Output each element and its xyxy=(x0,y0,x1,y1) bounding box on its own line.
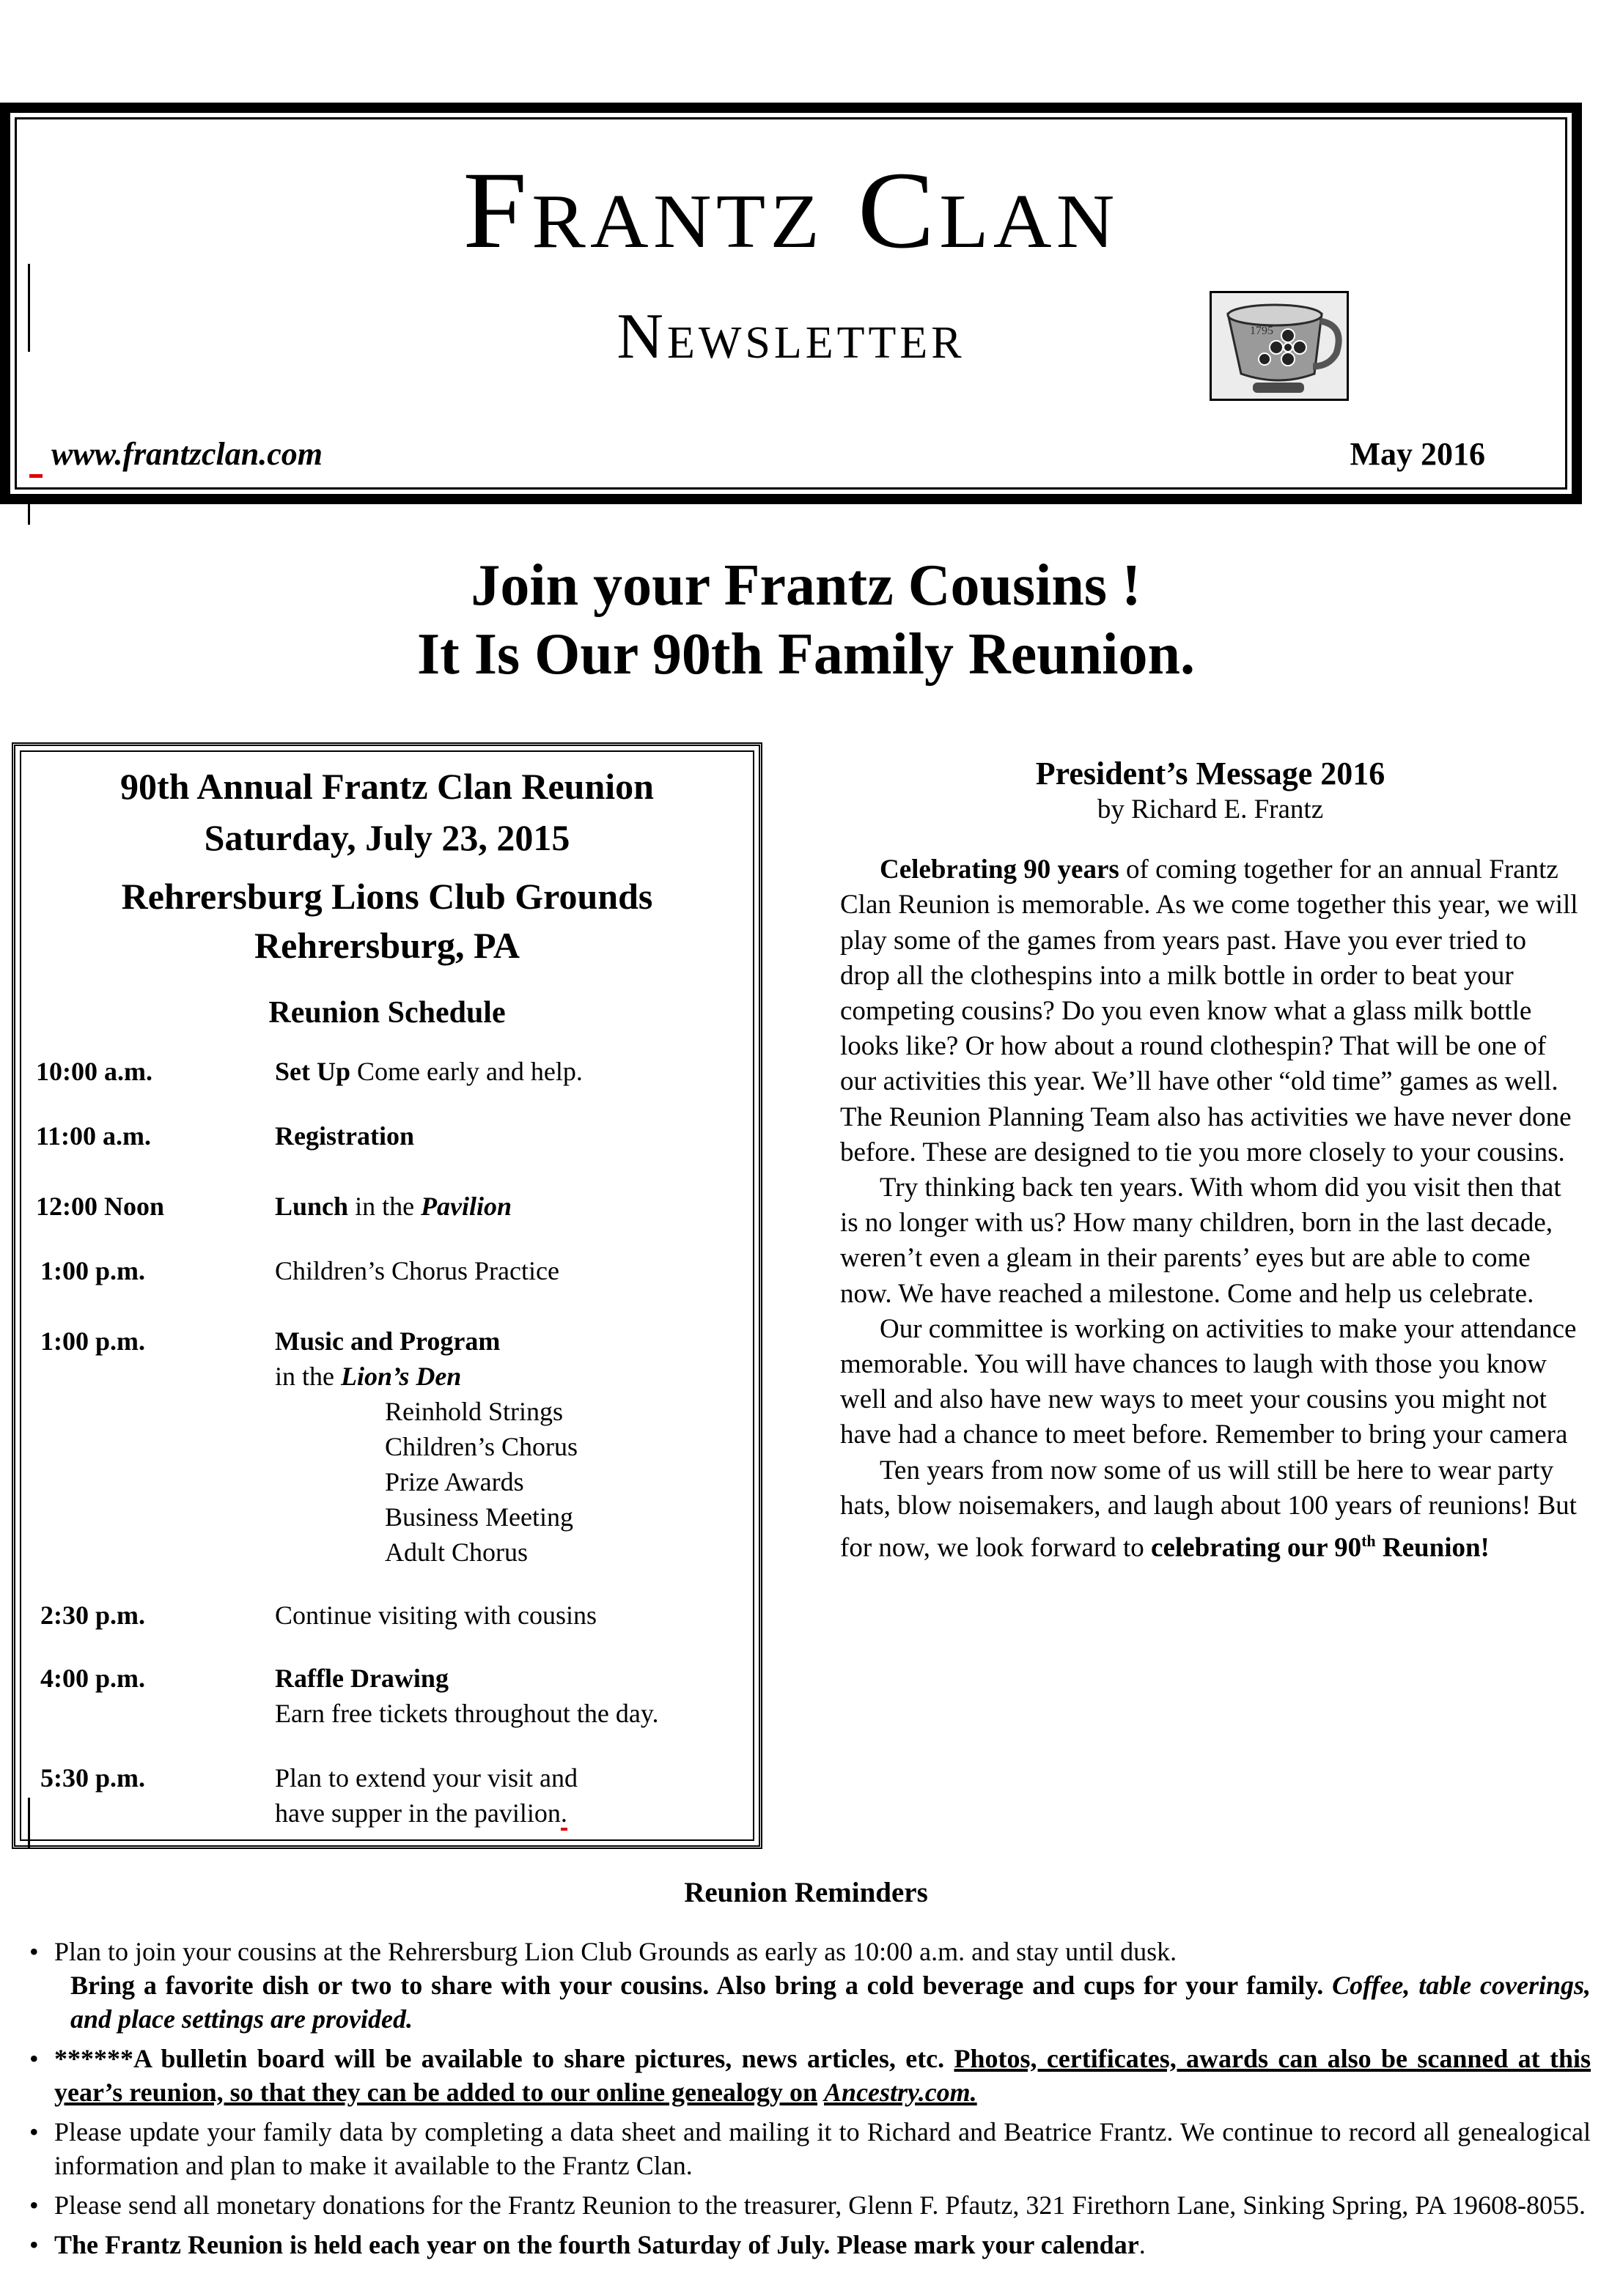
schedule-activity: Continue visiting with cousins xyxy=(275,1601,597,1630)
schedule-activity-note-text: have supper in the pavilion xyxy=(275,1798,561,1828)
ordinal-suffix: th xyxy=(1361,1532,1376,1551)
reminders-list xyxy=(29,1935,1591,2267)
headline xyxy=(0,551,1612,690)
message-emphasis: Celebrating 90 years xyxy=(880,854,1119,885)
cup-inscription: 1795 xyxy=(1250,325,1273,337)
bullet-icon: • xyxy=(29,2190,39,2220)
message-text: Ten years from now some of us will still be here to wear party hats, blow noisemakers, and laugh about 100 years of reunions! But for now, we look forward to xyxy=(840,1455,1577,1563)
message-paragraph xyxy=(840,1453,1580,1566)
bullet-icon: • xyxy=(29,2117,39,2146)
schedule-location-prefix: in the xyxy=(275,1362,341,1391)
schedule-activity-note: Earn free tickets throughout the day. xyxy=(275,1699,659,1728)
schedule-time: 11:00 a.m. xyxy=(36,1121,151,1151)
reminder-bold-text: The Frantz Reunion is held each year on the fourth Saturday of July. Please mark your calendar xyxy=(54,2230,1139,2259)
schedule-activity: Music and Program xyxy=(275,1326,501,1356)
reminder-text: Please send all monetary donations for the Frantz Reunion to the treasurer, Glenn F. Pfautz, 321 Firethorn Lane, Sinking Spring, PA 19608-8055. xyxy=(54,2190,1586,2220)
schedule-time: 10:00 a.m. xyxy=(36,1057,152,1086)
reunion-title-line-1: 90th Annual Frantz Clan Reunion xyxy=(120,766,654,807)
bullet-icon: • xyxy=(29,1937,39,1966)
schedule-activity-note xyxy=(275,1795,744,1831)
schedule-time: 1:00 p.m. xyxy=(40,1326,145,1356)
reminder-item xyxy=(29,1935,1591,2036)
schedule-time: 2:30 p.m. xyxy=(40,1601,145,1630)
reminder-item xyxy=(29,2042,1591,2109)
schedule-time: 1:00 p.m. xyxy=(40,1256,145,1285)
reunion-location-line-1: Rehrersburg Lions Club Grounds xyxy=(121,876,653,917)
schedule-activity-note: Come early and help. xyxy=(350,1057,583,1086)
reminder-text: Plan to join your cousins at the Rehrersburg Lion Club Grounds as early as 10:00 a.m. and stay until dusk. xyxy=(54,1937,1177,1966)
program-item: Prize Awards xyxy=(385,1467,524,1496)
reminder-italic-text: Coffee, table coverings, and place settings are provided. xyxy=(70,1971,1591,2034)
reminder-end-punctuation: . xyxy=(1138,2230,1146,2259)
reminders-title: Reunion Reminders xyxy=(684,1877,928,1908)
schedule-location: Lion’s Den xyxy=(340,1362,462,1391)
presidents-message xyxy=(840,755,1580,1566)
reminder-item xyxy=(29,2115,1591,2182)
text-cursor-mark xyxy=(28,1798,30,1847)
schedule-location-line xyxy=(275,1359,744,1394)
reminder-text: Please update your family data by completing a data sheet and mailing it to Richard and Beatrice Frantz. We continue to record all genealogical information and plan to make it available to the Frantz Clan. xyxy=(54,2117,1591,2180)
program-item: Children’s Chorus xyxy=(385,1432,578,1461)
schedule-description xyxy=(275,1054,744,1089)
presidents-message-body xyxy=(840,852,1580,1565)
schedule-activity-note: in the xyxy=(348,1192,422,1221)
message-paragraph: Our committee is working on activities to make your attendance memorable. You will have chances to laugh with those you know well and also have new ways to meet your cousins you might not have had a chance to meet before. Remember to bring your camera xyxy=(840,1313,1577,1450)
schedule-activity: Children’s Chorus Practice xyxy=(275,1256,559,1285)
ancestry-link[interactable]: Ancestry.com. xyxy=(824,2078,977,2107)
reminder-item xyxy=(29,2228,1591,2262)
schedule-location: Pavilion xyxy=(421,1192,512,1221)
program-item: Business Meeting xyxy=(385,1502,573,1532)
schedule-heading: Reunion Schedule xyxy=(268,996,506,1030)
text-cursor-mark xyxy=(28,498,30,525)
reunion-date: Saturday, July 23, 2015 xyxy=(204,817,570,858)
headline-line-2: It Is Our 90th Family Reunion. xyxy=(417,622,1195,687)
message-paragraph xyxy=(840,852,1580,1170)
cup-image xyxy=(1210,291,1349,401)
newsletter-subtitle: Newsletter xyxy=(617,301,965,372)
presidents-message-byline: by Richard E. Frantz xyxy=(1097,794,1324,824)
headline-line-1: Join your Frantz Cousins ! xyxy=(471,553,1141,618)
schedule-activity: Raffle Drawing xyxy=(275,1664,449,1693)
schedule-time: 5:30 p.m. xyxy=(40,1763,145,1793)
schedule-description xyxy=(275,1189,744,1224)
reminder-text xyxy=(44,2042,1591,2109)
schedule-activity: Plan to extend your visit and xyxy=(275,1763,578,1793)
schedule-description xyxy=(275,1760,744,1831)
reunion-location xyxy=(15,872,759,970)
message-emphasis-end: Reunion! xyxy=(1375,1532,1490,1563)
presidents-message-title: President’s Message 2016 xyxy=(1035,756,1385,791)
program-item: Reinhold Strings xyxy=(385,1397,564,1426)
bullet-icon: • xyxy=(29,2044,39,2073)
schedule-description xyxy=(275,1324,744,1570)
red-edit-mark xyxy=(29,474,43,478)
schedule-activity: Set Up xyxy=(275,1057,351,1086)
reminder-item xyxy=(29,2188,1591,2222)
schedule-activity: Registration xyxy=(275,1121,414,1151)
reminder-text xyxy=(44,2228,1591,2262)
schedule-time: 12:00 Noon xyxy=(36,1192,165,1221)
message-emphasis: celebrating our 90 xyxy=(1151,1532,1362,1563)
issue-date: May 2016 xyxy=(1350,436,1485,472)
reunion-schedule-box xyxy=(12,742,762,1849)
reminder-bold-text: ******A bulletin board will be available to share pictures, news articles, etc. xyxy=(54,2044,945,2073)
newsletter-title-text: Frantz Clan xyxy=(463,150,1119,271)
text-cursor-mark xyxy=(28,264,30,352)
cup-illustration-icon xyxy=(1212,293,1347,399)
reminder-bold-text: Bring a favorite dish or two to share with your cousins. Also bring a cold beverage and cups for your family. xyxy=(70,1971,1324,2000)
red-edit-mark: . xyxy=(561,1798,567,1831)
schedule-activity: Lunch xyxy=(275,1192,349,1221)
schedule-time: 4:00 p.m. xyxy=(40,1664,145,1693)
website-link[interactable]: www.frantzclan.com xyxy=(51,436,323,472)
program-item: Adult Chorus xyxy=(385,1538,529,1567)
newsletter-title xyxy=(0,150,1611,271)
reunion-location-line-2: Rehrersburg, PA xyxy=(254,925,520,966)
reminder-underlined-text: Photos, certificates, awards can also be scanned at this year’s reunion, so that they can be added to our online genealogy on xyxy=(54,2044,1591,2107)
reminder-text xyxy=(44,1968,1591,2036)
message-text: of coming together for an annual Frantz Clan Reunion is memorable. As we come together this year, we will play some of the games from years past. Have you ever tried to drop all the clothespins into a milk bottle in order to beat your competing cousins? Do you even know what a glass milk bottle looks like? Or how about a round clothespin? That will be one of our activities this year. We’ll have other “old time” games as well. The Reunion Planning Team also has activities we have never done before. These are designed to tie you more closely to your cousins. xyxy=(840,854,1578,1167)
schedule-description xyxy=(275,1661,744,1731)
message-paragraph: Try thinking back ten years. With whom did you visit then that is no longer with us? How many children, born in the last decade, weren’t even a gleam in their parents’ eyes but are able to come now. We have reached a milestone. Come and help us celebrate. xyxy=(840,1173,1561,1309)
masthead xyxy=(0,103,1582,504)
reunion-title xyxy=(15,761,759,863)
bullet-icon: • xyxy=(29,2230,39,2259)
